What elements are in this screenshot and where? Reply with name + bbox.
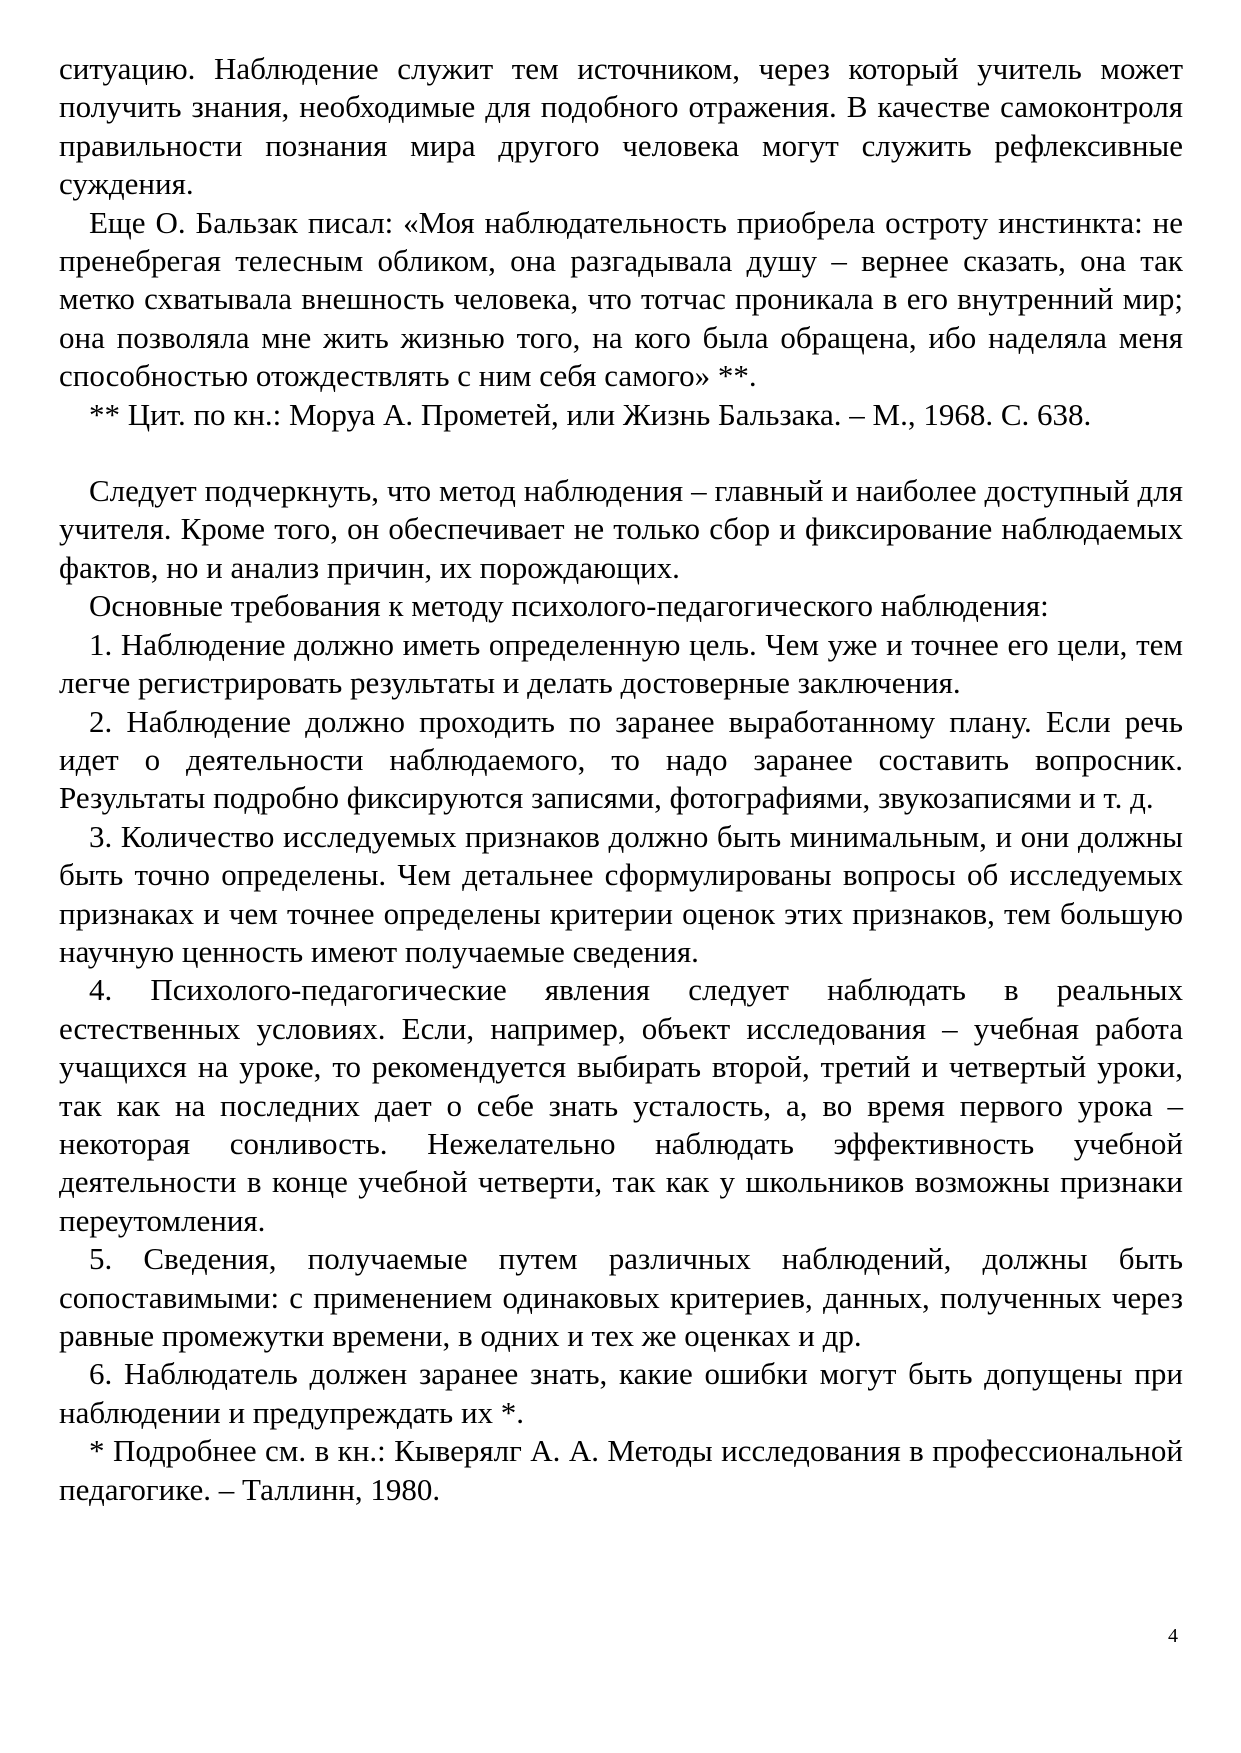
page-number: 4: [1168, 1625, 1178, 1647]
paragraph-requirements-intro: Основные требования к методу психолого-педагогического наблюдения:: [89, 588, 1049, 624]
requirement-item-3: 3. Количество исследуемых признаков должно быть минимальным, и они должны быть точно определены. Чем детальнее сформулированы вопросы об исследуемых признаках и чем точнее определены критерии оценок этих признаков, тем большую научную ценность имеют получаемые сведения.: [59, 818, 1183, 969]
requirement-item-1: 1. Наблюдение должно иметь определенную цель. Чем уже и точнее его цели, тем легче регистрировать результаты и делать достоверные заключения.: [59, 626, 1183, 701]
document-page: [59, 50, 1183, 1509]
requirement-item-6: 6. Наблюдатель должен заранее знать, какие ошибки могут быть допущены при наблюдении и предупреждать их *.: [59, 1356, 1183, 1430]
paragraph-observation-method: Следует подчеркнуть, что метод наблюдения – главный и наиболее доступный для учителя. Кроме того, он обеспечивает не только сбор и фиксирование наблюдаемых фактов, но и анализ причин, их порождающих.: [59, 473, 1183, 585]
blank-line: [59, 434, 1183, 472]
requirement-item-2: 2. Наблюдение должно проходить по заранее выработанному плану. Если речь идет о деятельности наблюдаемого, то надо заранее составить вопросник. Результаты подробно фиксируются записями, фотографиями, звукозаписями и т. д.: [59, 703, 1183, 816]
paragraph-continuation: ситуацию. Наблюдение служит тем источником, через который учитель может получить знания, необходимые для подобного отражения. В качестве самоконтроля правильности познания мира другого человека могут служить рефлексивные суждения.: [59, 51, 1183, 202]
paragraph-balzac-quote: Еще О. Бальзак писал: «Моя наблюдательность приобрела остроту инстинкта: не пренебрегая телесным обликом, она разгадывала душу – вернее сказать, она так метко схватывала внешность человека, что тотчас проникала в его внутренний мир; она позволяла мне жить жизнью того, на кого была обращена, ибо наделяла меня способностью отождествлять с ним себя самого» **.: [59, 204, 1183, 394]
requirement-item-5: 5. Сведения, получаемые путем различных наблюдений, должны быть сопоставимыми: с применением одинаковых критериев, данных, полученных через равные промежутки времени, в одних и тех же оценках и др.: [59, 1241, 1183, 1353]
footnote-maurois: ** Цит. по кн.: Моруа А. Прометей, или Жизнь Бальзака. – М., 1968. С. 638.: [89, 396, 1092, 432]
requirement-item-4: 4. Психолого-педагогические явления следует наблюдать в реальных естественных условиях. Если, например, объект исследования – учебная работа учащихся на уроке, то рекомендуется выбирать второй, третий и четвертый уроки, так как на последних дает о себе знать усталость, а, во время первого урока – некоторая сонливость. Нежелательно наблюдать эффективность учебной деятельности в конце учебной четверти, так как у школьников возможны признаки переутомления.: [59, 972, 1183, 1238]
footnote-kyverjalg: * Подробнее см. в кн.: Кыверялг А. А. Методы исследования в профессиональной педагогике. – Таллинн, 1980.: [59, 1433, 1183, 1507]
